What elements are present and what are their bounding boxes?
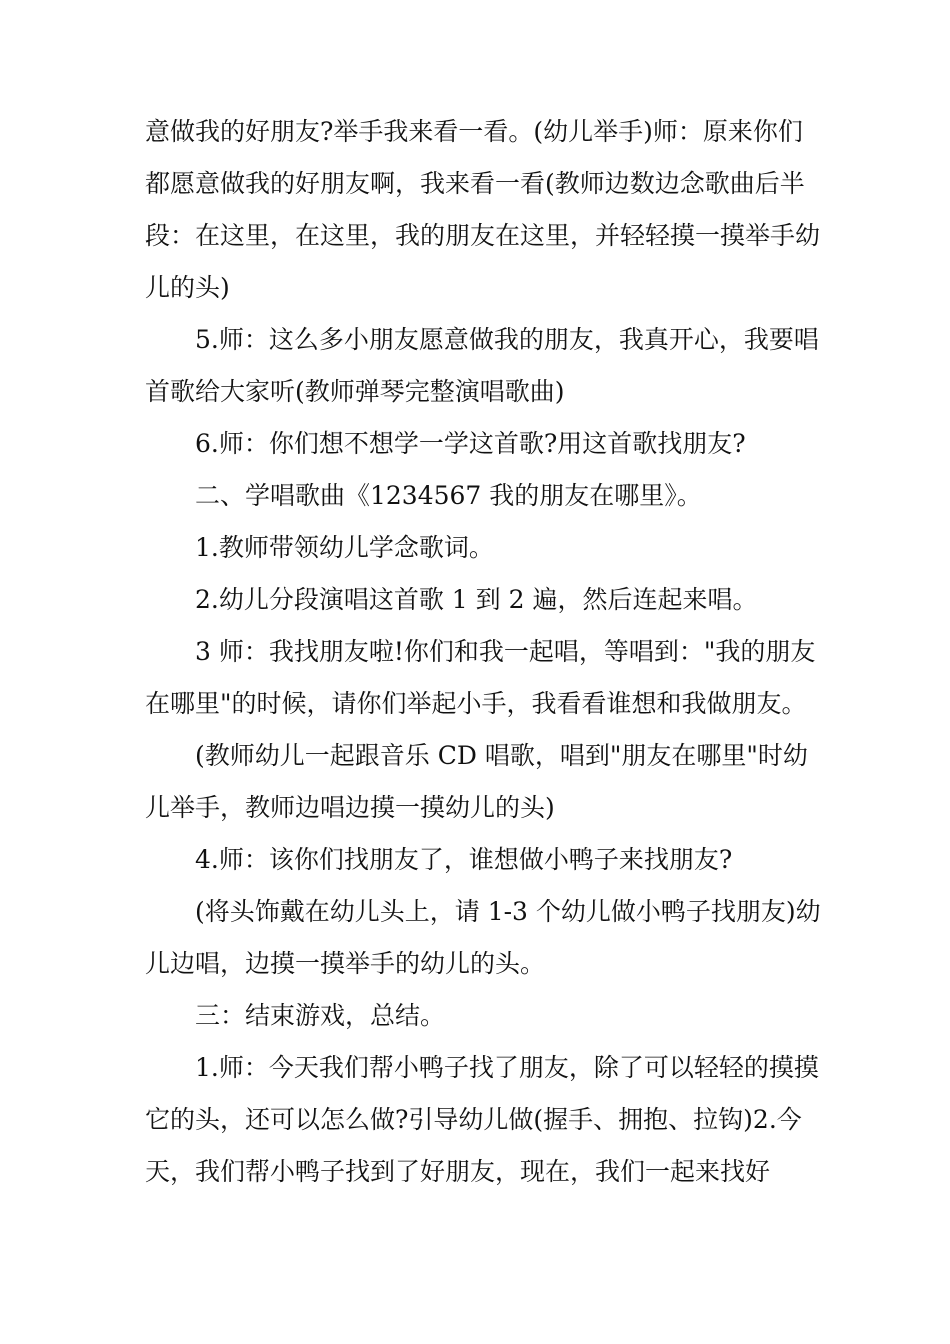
paragraph: 1.师：今天我们帮小鸭子找了朋友，除了可以轻轻的摸摸它的头，还可以怎么做?引导幼儿做(握手、拥抱、拉钩)2.今天，我们帮小鸭子找到了好朋友，现在，我们一起来找好: [145, 1053, 819, 1186]
paragraph: 3 师：我找朋友啦!你们和我一起唱，等唱到："我的朋友在哪里"的时候，请你们举起小手，我看看谁想和我做朋友。: [145, 637, 816, 718]
paragraph: 意做我的好朋友?举手我来看一看。(幼儿举手)师：原来你们都愿意做我的好朋友啊，我来看一看(教师边数边念歌曲后半段：在这里，在这里，我的朋友在这里，并轻轻摸一摸举手幼儿的头): [145, 117, 821, 302]
section-heading: 三：结束游戏，总结。: [195, 1001, 446, 1030]
paragraph: 4.师：该你们找朋友了，谁想做小鸭子来找朋友?: [195, 845, 733, 874]
paragraph: 5.师：这么多小朋友愿意做我的朋友，我真开心，我要唱首歌给大家听(教师弹琴完整演唱歌曲): [145, 325, 819, 406]
document-body: [145, 106, 825, 1198]
paragraph: 1.教师带领幼儿学念歌词。: [195, 533, 494, 562]
paragraph: 2.幼儿分段演唱这首歌 1 到 2 遍，然后连起来唱。: [195, 585, 758, 614]
paragraph: 6.师：你们想不想学一学这首歌?用这首歌找朋友?: [195, 429, 746, 458]
paragraph: (将头饰戴在幼儿头上，请 1-3 个幼儿做小鸭子找朋友)幼儿边唱，边摸一摸举手的幼儿的头。: [145, 897, 821, 978]
paragraph: (教师幼儿一起跟音乐 CD 唱歌，唱到"朋友在哪里"时幼儿举手，教师边唱边摸一摸幼儿的头): [145, 741, 808, 822]
section-heading: 二、学唱歌曲《1234567 我的朋友在哪里》。: [195, 481, 702, 510]
